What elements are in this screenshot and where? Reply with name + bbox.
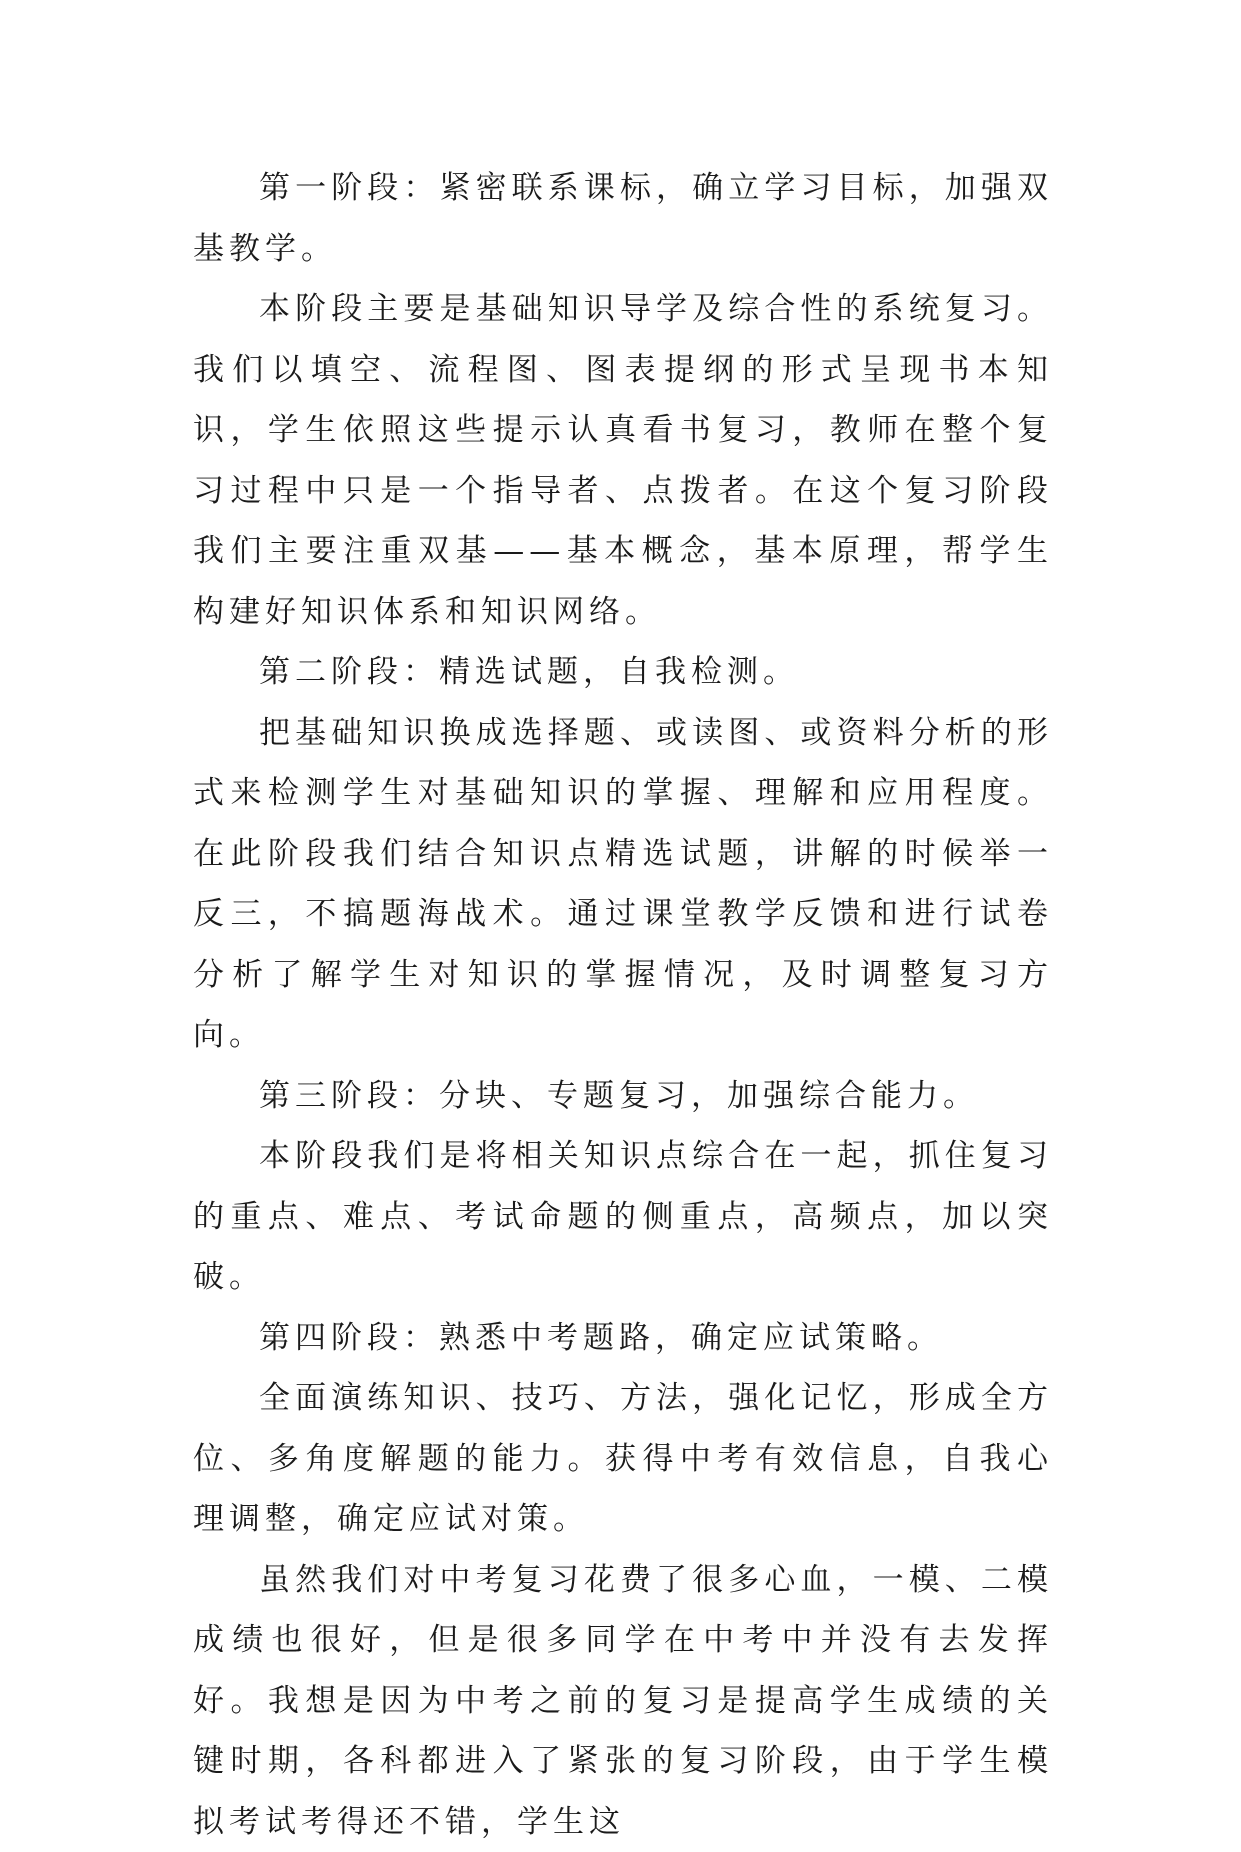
paragraph-reflection: 虽然我们对中考复习花费了很多心血，一模、二模成绩也很好，但是很多同学在中考中并没有去发挥好。我想是因为中考之前的复习是提高学生成绩的关键时期，各科都进入了紧张的复习阶段，由于学生模拟考试考得还不错，学生这 (193, 1550, 1053, 1852)
paragraph-stage-three-heading: 第三阶段：分块、专题复习，加强综合能力。 (193, 1066, 1053, 1127)
paragraph-stage-one-heading: 第一阶段：紧密联系课标，确立学习目标，加强双基教学。 (193, 158, 1053, 279)
paragraph-stage-two-heading: 第二阶段：精选试题，自我检测。 (193, 642, 1053, 703)
paragraph-stage-one-body: 本阶段主要是基础知识导学及综合性的系统复习。我们以填空、流程图、图表提纲的形式呈现书本知识，学生依照这些提示认真看书复习，教师在整个复习过程中只是一个指导者、点拨者。在这个复习阶段我们主要注重双基——基本概念，基本原理，帮学生构建好知识体系和知识网络。 (193, 279, 1053, 642)
paragraph-stage-four-heading: 第四阶段：熟悉中考题路，确定应试策略。 (193, 1308, 1053, 1369)
paragraph-stage-four-body: 全面演练知识、技巧、方法，强化记忆，形成全方位、多角度解题的能力。获得中考有效信息，自我心理调整，确定应试对策。 (193, 1368, 1053, 1550)
document-body (193, 158, 1053, 1852)
paragraph-stage-three-body: 本阶段我们是将相关知识点综合在一起，抓住复习的重点、难点、考试命题的侧重点，高频点，加以突破。 (193, 1126, 1053, 1308)
paragraph-stage-two-body: 把基础知识换成选择题、或读图、或资料分析的形式来检测学生对基础知识的掌握、理解和应用程度。在此阶段我们结合知识点精选试题，讲解的时候举一反三，不搞题海战术。通过课堂教学反馈和进行试卷分析了解学生对知识的掌握情况，及时调整复习方向。 (193, 703, 1053, 1066)
